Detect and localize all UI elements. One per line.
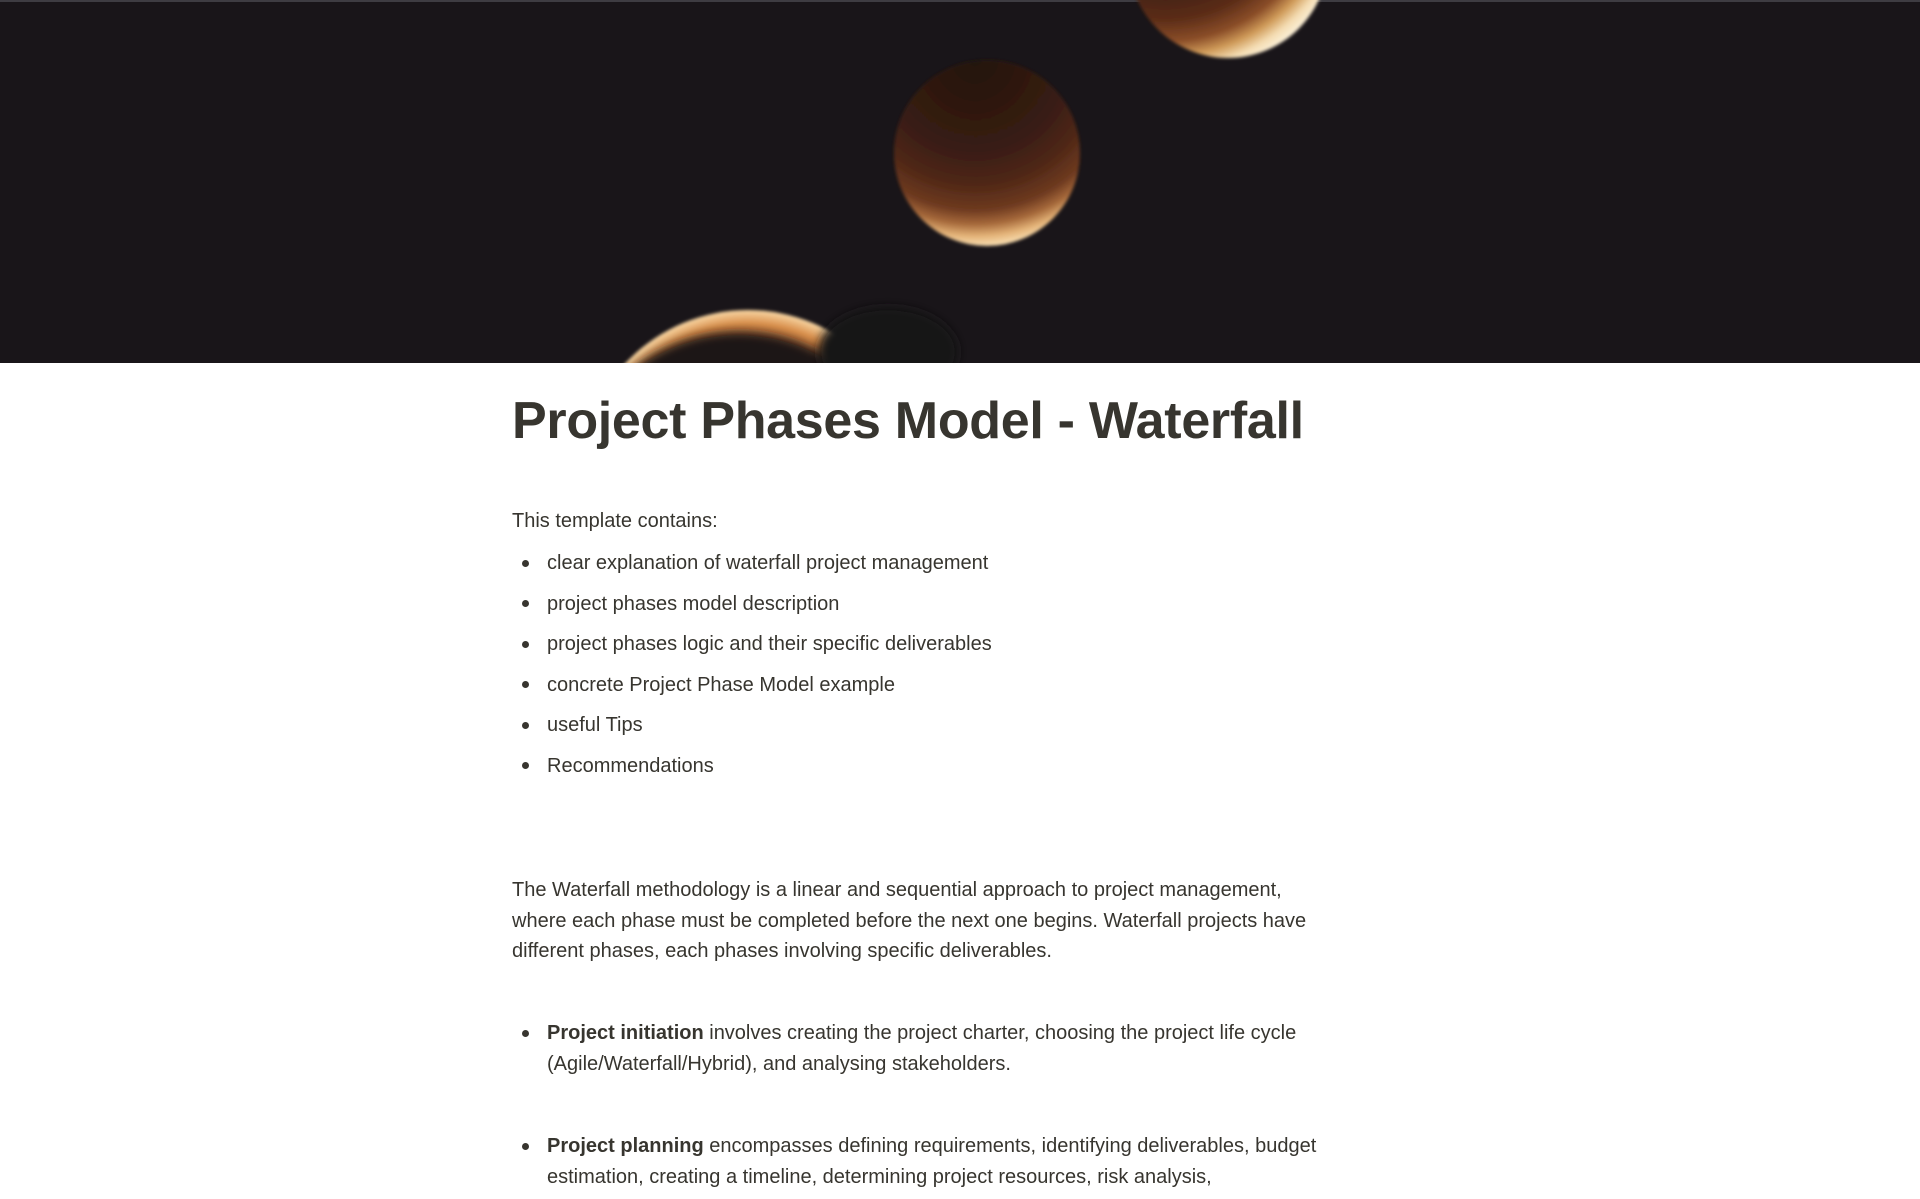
phase-line xyxy=(547,1018,1447,1049)
list-item[interactable] xyxy=(512,665,1412,706)
list-item-project-planning[interactable] xyxy=(512,1131,1447,1192)
phase-text: encompasses defining requirements, identifying deliverables, budget xyxy=(703,1135,1317,1157)
bullet-icon xyxy=(522,762,529,769)
bullet-icon xyxy=(522,641,529,648)
moon-phases-photo xyxy=(0,0,1920,363)
bullet-icon xyxy=(522,600,529,607)
list-item-text: useful Tips xyxy=(547,714,643,737)
phase-line xyxy=(547,1131,1447,1162)
list-item[interactable] xyxy=(512,624,1412,665)
cover-image[interactable] xyxy=(0,0,1920,363)
bullet-icon xyxy=(522,1030,529,1037)
phase-lead-bold: Project initiation xyxy=(547,1022,704,1044)
list-item-project-initiation[interactable] xyxy=(512,1018,1447,1079)
methodology-paragraph[interactable] xyxy=(512,875,1306,967)
list-item[interactable] xyxy=(512,746,1412,787)
phase-lead-bold: Project planning xyxy=(547,1135,704,1157)
phase-line: (Agile/Waterfall/Hybrid), and analysing stakeholders. xyxy=(547,1052,1011,1075)
bullet-icon xyxy=(522,560,529,567)
intro-heading[interactable]: This template contains: xyxy=(512,510,718,532)
list-item-text: Recommendations xyxy=(547,754,714,777)
intro-list xyxy=(512,543,1412,787)
paragraph-line: different phases, each phases involving specific deliverables. xyxy=(512,940,1052,963)
list-item[interactable] xyxy=(512,584,1412,625)
list-item[interactable] xyxy=(512,705,1412,746)
phase-line: estimation, creating a timeline, determining project resources, risk analysis, xyxy=(547,1165,1212,1188)
paragraph-line: The Waterfall methodology is a linear and sequential approach to project management, xyxy=(512,879,1282,901)
list-item[interactable] xyxy=(512,543,1412,584)
list-item-text: project phases model description xyxy=(547,592,840,615)
list-item-text: project phases logic and their specific deliverables xyxy=(547,633,992,656)
paragraph-line: where each phase must be completed before the next one begins. Waterfall projects have xyxy=(512,909,1307,932)
list-item-text: clear explanation of waterfall project management xyxy=(547,552,989,574)
bullet-icon xyxy=(522,681,529,688)
bullet-icon xyxy=(522,1143,529,1150)
page-title[interactable]: Project Phases Model - Waterfall xyxy=(512,392,1304,450)
list-item-text: concrete Project Phase Model example xyxy=(547,673,895,696)
bullet-icon xyxy=(522,722,529,729)
phase-text: involves creating the project charter, choosing the project life cycle xyxy=(703,1022,1297,1044)
